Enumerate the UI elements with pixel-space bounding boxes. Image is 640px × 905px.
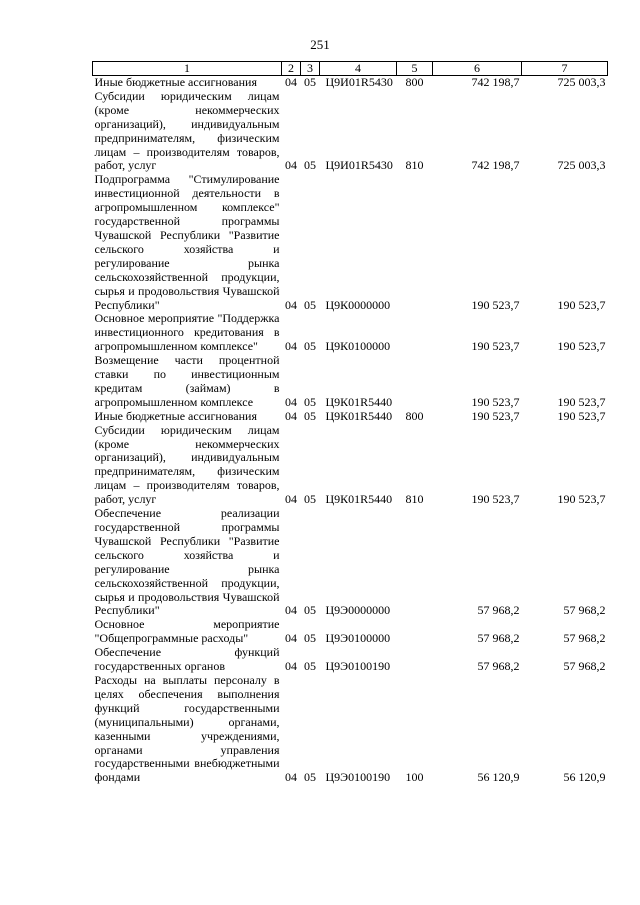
row-name: Субсидии юридическим лицам (кроме некоммерческих организаций), индивидуальным предпринимателям, физическим лицам – производителям товаров, работ, услуг	[94, 88, 280, 173]
row-section-code: 04	[285, 770, 297, 785]
table-header	[93, 62, 608, 76]
table-row	[93, 646, 608, 674]
row-subsection-code: 05	[304, 631, 316, 646]
table-row	[93, 424, 608, 507]
table-row	[93, 674, 608, 785]
row-subsection-code: 05	[304, 770, 316, 785]
row-name: Иные бюджетные ассигнования	[94, 408, 257, 423]
row-expense-type: 800	[405, 75, 424, 89]
row-target-article: Ц9Э0000000	[325, 603, 391, 618]
table-row	[93, 354, 608, 410]
row-amount-year1: 190 523,7	[471, 339, 520, 354]
row-expense-type: 810	[405, 492, 424, 507]
row-subsection-code: 05	[304, 659, 316, 674]
row-expense-type	[397, 646, 433, 674]
row-amount-year2: 725 003,3	[557, 75, 606, 89]
row-section-code: 04	[285, 158, 297, 173]
row-expense-type	[397, 173, 433, 312]
page-number: 251	[310, 37, 330, 52]
row-name: Подпрограмма "Стимулирование инвестиционной деятельности в агропромышленном комплексе" государственной программы Чувашской Республики "Развитие сельского хозяйства и регулирование рынка сельскохозяйственной продукции, сырья и продовольствия Чувашской Республики"	[94, 172, 280, 312]
row-target-article: Ц9Э0100190	[325, 659, 391, 674]
row-amount-year1: 190 523,7	[471, 297, 520, 312]
row-amount-year1: 190 523,7	[471, 394, 520, 409]
row-section-code: 04	[285, 492, 297, 507]
row-amount-year2: 190 523,7	[557, 297, 606, 312]
row-name: Обеспечение функций государственных органов	[94, 645, 280, 674]
row-expense-type: 100	[405, 770, 424, 785]
table-row	[93, 618, 608, 646]
row-target-article: Ц9К01R5440	[325, 492, 393, 507]
column-header-6: 6	[433, 62, 522, 76]
row-amount-year1: 742 198,7	[471, 158, 520, 173]
row-expense-type: 800	[405, 408, 424, 423]
row-subsection-code: 05	[304, 492, 316, 507]
row-target-article: Ц9Э0100190	[325, 770, 391, 785]
row-amount-year2: 190 523,7	[557, 394, 606, 409]
row-expense-type	[397, 354, 433, 410]
row-subsection-code: 05	[304, 75, 316, 89]
row-name: Обеспечение реализации государственной программы Чувашской Республики "Развитие сельского хозяйства и регулирование рынка сельскохозяйственной продукции, сырья и продовольствия Чувашской Республики"	[94, 506, 280, 618]
row-target-article: Ц9И01R5430	[325, 158, 393, 173]
column-header-7: 7	[522, 62, 608, 76]
row-section-code: 04	[285, 631, 297, 646]
row-target-article: Ц9И01R5430	[325, 75, 393, 89]
row-amount-year1: 190 523,7	[471, 408, 520, 423]
row-section-code: 04	[285, 659, 297, 674]
row-section-code: 04	[285, 297, 297, 312]
column-header-2: 2	[282, 62, 301, 76]
row-expense-type: 810	[405, 158, 424, 173]
row-name: Расходы на выплаты персоналу в целях обеспечения выполнения функций государственными (муниципальными) органами, казенными учреждениями, органами управления государственными внебюджетными фондами	[94, 672, 280, 785]
table-row	[93, 76, 608, 90]
row-subsection-code: 05	[304, 297, 316, 312]
column-header-5: 5	[397, 62, 433, 76]
row-amount-year2: 56 120,9	[563, 770, 606, 785]
row-target-article: Ц9К01R5440	[325, 394, 393, 409]
column-header-1: 1	[93, 62, 282, 76]
column-header-4: 4	[320, 62, 397, 76]
row-expense-type	[397, 618, 433, 646]
row-amount-year2: 57 968,2	[563, 659, 606, 674]
row-name: Основное мероприятие "Общепрограммные расходы"	[94, 617, 280, 646]
row-amount-year1: 57 968,2	[477, 631, 520, 646]
row-subsection-code: 05	[304, 408, 316, 423]
table-row	[93, 312, 608, 354]
row-subsection-code: 05	[304, 394, 316, 409]
row-section-code: 04	[285, 75, 297, 89]
row-expense-type	[397, 312, 433, 354]
row-amount-year2: 57 968,2	[563, 631, 606, 646]
row-amount-year1: 190 523,7	[471, 492, 520, 507]
table-row	[93, 90, 608, 173]
table-row	[93, 507, 608, 618]
row-amount-year1: 56 120,9	[477, 770, 520, 785]
row-target-article: Ц9Э0100000	[325, 631, 391, 646]
budget-table	[92, 61, 608, 785]
column-header-3: 3	[301, 62, 320, 76]
row-target-article: Ц9К0000000	[325, 297, 391, 312]
row-amount-year2: 190 523,7	[557, 492, 606, 507]
row-target-article: Ц9К0100000	[325, 339, 391, 354]
row-amount-year2: 190 523,7	[557, 339, 606, 354]
row-section-code: 04	[285, 603, 297, 618]
row-subsection-code: 05	[304, 158, 316, 173]
row-amount-year2: 57 968,2	[563, 603, 606, 618]
table-row	[93, 410, 608, 424]
row-name: Основное мероприятие "Поддержка инвестиционного кредитования в агропромышленном комплексе"	[94, 311, 280, 354]
row-name: Субсидии юридическим лицам (кроме некоммерческих организаций), индивидуальным предпринимателям, физическим лицам – производителям товаров, работ, услуг	[94, 422, 280, 507]
row-name: Возмещение части процентной ставки по инвестиционным кредитам (займам) в агропромышленном комплексе	[94, 353, 280, 409]
row-subsection-code: 05	[304, 339, 316, 354]
row-amount-year2: 725 003,3	[557, 158, 606, 173]
row-amount-year2: 190 523,7	[557, 408, 606, 423]
row-expense-type	[397, 507, 433, 618]
row-subsection-code: 05	[304, 603, 316, 618]
row-target-article: Ц9К01R5440	[325, 408, 393, 423]
table-row	[93, 173, 608, 312]
row-section-code: 04	[285, 394, 297, 409]
table-body	[93, 76, 608, 786]
row-section-code: 04	[285, 339, 297, 354]
row-amount-year1: 742 198,7	[471, 75, 520, 89]
row-name: Иные бюджетные ассигнования	[94, 75, 257, 89]
row-amount-year1: 57 968,2	[477, 659, 520, 674]
row-section-code: 04	[285, 408, 297, 423]
row-amount-year1: 57 968,2	[477, 603, 520, 618]
